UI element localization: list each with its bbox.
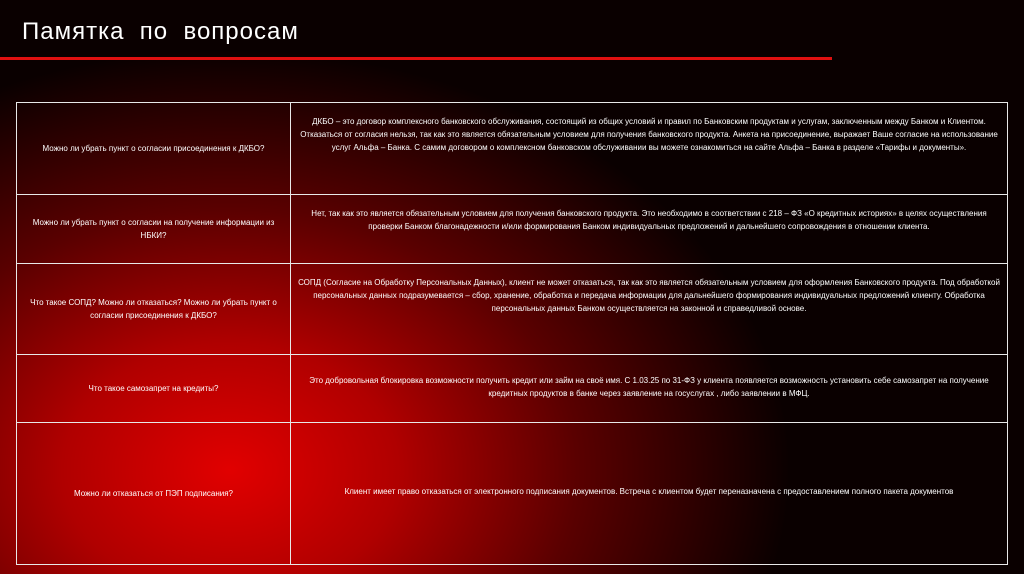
table-row xyxy=(17,195,1008,264)
question-cell: Что такое самозапрет на кредиты? xyxy=(17,355,291,423)
answer-cell: Это добровольная блокировка возможности получить кредит или займ на своё имя. С 1.03.25 по 31-ФЗ у клиента появляется возможность установить себе самозапрет на получение кредитных продуктов в банке через заявление на госуслугах , либо заявлении в МФЦ. xyxy=(291,355,1008,423)
faq-table xyxy=(16,102,1008,565)
page-title: Памятка по вопросам xyxy=(22,18,299,45)
answer-cell: ДКБО – это договор комплексного банковского обслуживания, состоящий из общих условий и правил по Банковским продуктам и услугам, заключенным между Банком и Клиентом. Отказаться от согласия нельзя, так как это является обязательным условием для получения банковского продукта. Анкета на присоединение, выражает Ваше согласие на использование услуг Альфа – Банка. С самим договором о комплексном банковском обслуживании вы можете ознакомиться на сайте Альфа – Банка в разделе «Тарифы и документы». xyxy=(291,103,1008,195)
question-cell: Что такое СОПД? Можно ли отказаться? Можно ли убрать пункт о согласии присоединения к ДКБО? xyxy=(17,264,291,355)
answer-cell: СОПД (Согласие на Обработку Персональных Данных), клиент не может отказаться, так как это является обязательным условием для оформления Банковского продукта. Под обработкой персональных данных подразумевается – сбор, хранение, обработка и передача информации для дальнейшего формирования индивидуальных предложений клиенту. Обработка персональных данных Банком осуществляется на законной и справедливой основе. xyxy=(291,264,1008,355)
table-row xyxy=(17,355,1008,423)
title-divider xyxy=(0,57,832,60)
table-row xyxy=(17,103,1008,195)
answer-cell: Клиент имеет право отказаться от электронного подписания документов. Встреча с клиентом будет переназначена с предоставлением полного пакета документов xyxy=(291,423,1008,565)
table-row xyxy=(17,264,1008,355)
question-cell: Можно ли убрать пункт о согласии присоединения к ДКБО? xyxy=(17,103,291,195)
table-row xyxy=(17,423,1008,565)
question-cell: Можно ли отказаться от ПЭП подписания? xyxy=(17,423,291,565)
answer-cell: Нет, так как это является обязательным условием для получения банковского продукта. Это необходимо в соответствии с 218 – ФЗ «О кредитных историях» в целях осуществления проверки Банком благонадежности и/или формирования Банком индивидуальных предложений и дальнейшего сопровождения в отношении клиента. xyxy=(291,195,1008,264)
question-cell: Можно ли убрать пункт о согласии на получение информации из НБКИ? xyxy=(17,195,291,264)
